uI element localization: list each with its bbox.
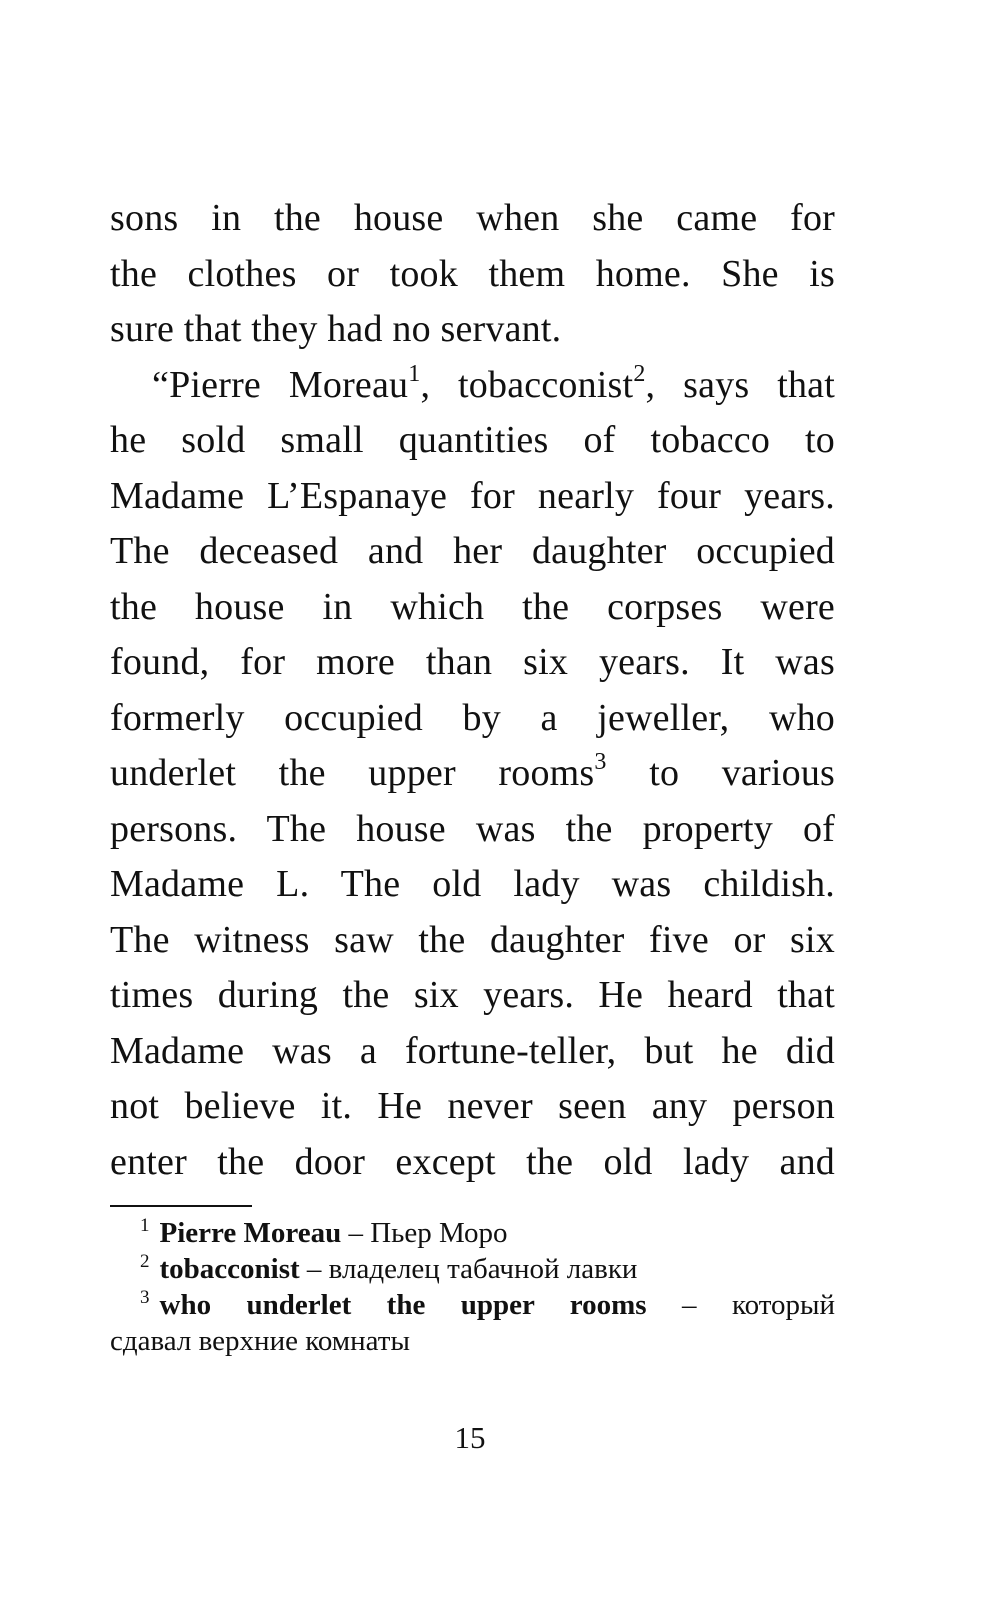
footnote-dash: – xyxy=(646,1289,732,1321)
text-line: he sold small quantities of tobacco to xyxy=(110,419,835,461)
text-segment: , tobacconist xyxy=(420,363,634,406)
text-line: times during the six years. He heard that xyxy=(110,974,835,1016)
footnote-dash: – xyxy=(299,1253,329,1285)
text-line: persons. The house was the property of xyxy=(110,807,835,850)
footnote-term: Pierre Moreau xyxy=(159,1217,342,1249)
text-line: the house in which the corpses were xyxy=(110,585,835,628)
footnotes xyxy=(110,1215,835,1359)
text-line: sons in the house when she came for xyxy=(110,197,835,239)
text-line: The deceased and her daughter occupied xyxy=(110,530,835,572)
text-line: sure that they had no servant. xyxy=(110,308,562,350)
footnote-ref: 3 xyxy=(594,749,607,776)
text-segment: to various xyxy=(606,752,836,794)
footnote-number: 3 xyxy=(140,1287,150,1309)
footnote-term: tobacconist xyxy=(159,1253,300,1285)
footnote xyxy=(110,1215,835,1251)
text-line: Madame was a fortune-teller, but he did xyxy=(110,1029,835,1072)
text-line: found, for more than six years. It was xyxy=(110,641,835,683)
footnote-continuation: сдавал верхние комнаты xyxy=(110,1325,410,1357)
text-line: not believe it. He never seen any person xyxy=(110,1085,835,1127)
footnote-translation: который xyxy=(731,1289,835,1321)
footnote-translation: Пьер Моро xyxy=(370,1217,508,1249)
page-number: 15 xyxy=(454,1420,486,1455)
text-line: enter the door except the old lady and xyxy=(110,1140,835,1183)
body-text xyxy=(110,191,835,1190)
footnote-term: who underlet the upper rooms xyxy=(159,1289,647,1321)
text-line: Madame L. The old lady was childish. xyxy=(110,863,835,905)
text-line xyxy=(110,358,835,414)
text-line: formerly occupied by a jeweller, who xyxy=(110,696,835,739)
footnote-divider xyxy=(110,1205,252,1207)
footnote-number: 2 xyxy=(140,1251,150,1273)
text-line xyxy=(110,746,835,802)
footnote-number: 1 xyxy=(140,1215,150,1237)
footnote-ref: 2 xyxy=(633,360,646,387)
text-segment: , says that xyxy=(645,363,835,406)
text-line: Madame L’Espanaye for nearly four years. xyxy=(110,474,835,517)
text-segment: underlet the upper rooms xyxy=(110,752,595,794)
text-line: the clothes or took them home. She is xyxy=(110,252,835,295)
footnote xyxy=(110,1251,835,1287)
footnote xyxy=(110,1287,835,1323)
footnote-ref: 1 xyxy=(408,360,421,387)
footnote-translation: владелец табачной лавки xyxy=(328,1253,638,1285)
text-segment: “Pierre Moreau xyxy=(152,363,409,406)
text-line: The witness saw the daughter five or six xyxy=(110,918,835,961)
footnote-dash: – xyxy=(341,1217,371,1249)
